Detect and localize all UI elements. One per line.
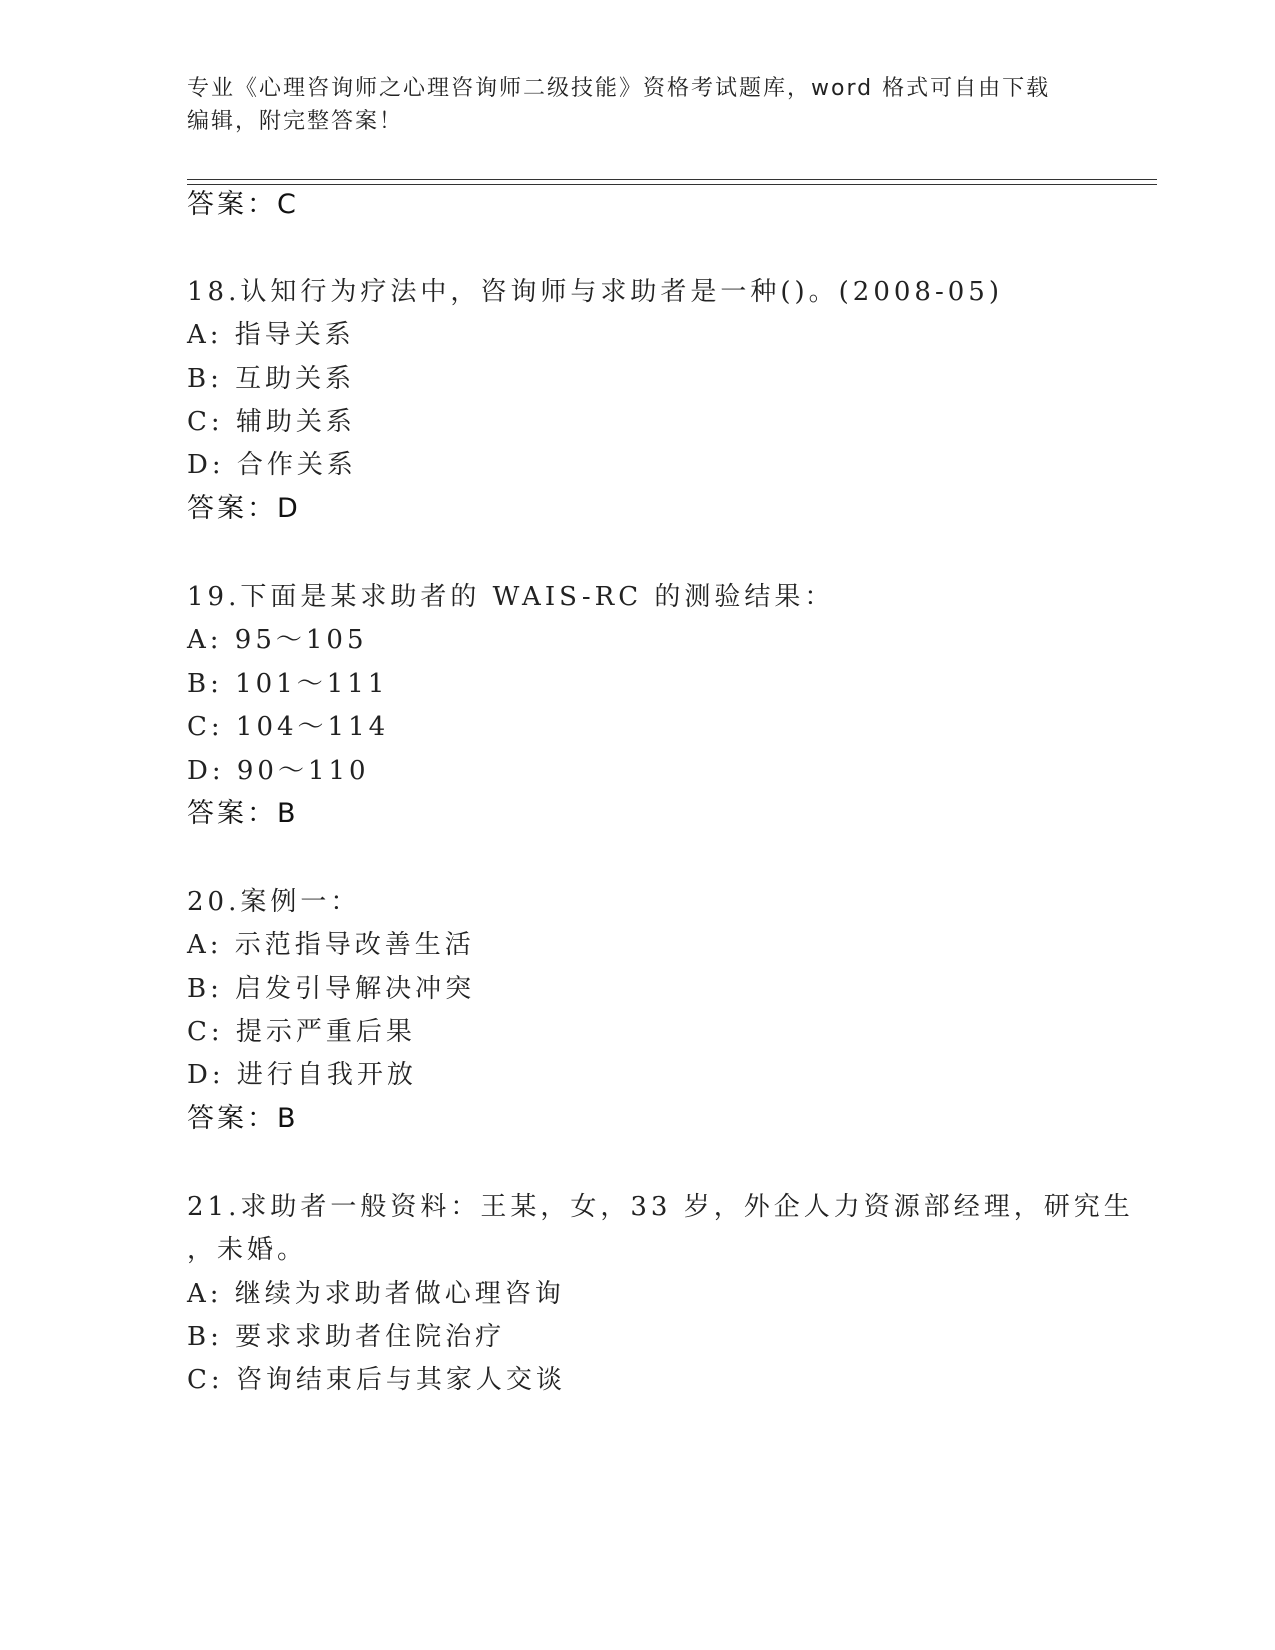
document-header — [187, 72, 1087, 138]
option-b: B: 启发引导解决冲突 — [187, 974, 476, 1004]
option-b: B: 互助关系 — [187, 364, 356, 394]
answer-label: 答案：B — [187, 1103, 299, 1134]
option-b: B: 要求求助者住院治疗 — [187, 1322, 506, 1352]
question-stem: 18.认知行为疗法中，咨询师与求助者是一种()。(2008-05) — [187, 277, 1003, 307]
option-d: D: 合作关系 — [187, 450, 357, 480]
question-stem: 21.求助者一般资料：王某，女，33 岁，外企人力资源部经理，研究生 — [187, 1192, 1134, 1222]
option-d: D: 90～110 — [187, 756, 370, 786]
option-c: C: 提示严重后果 — [187, 1017, 416, 1047]
question-stem-continuation: ，未婚。 — [187, 1235, 308, 1265]
option-b: B: 101～111 — [187, 669, 389, 699]
answer-label: 答案：D — [187, 493, 301, 524]
header-divider-top — [187, 179, 1157, 180]
answer-label: 答案：B — [187, 798, 299, 829]
option-a: A: 95～105 — [187, 625, 368, 655]
option-c: C: 104～114 — [187, 712, 390, 742]
question-stem: 20.案例一： — [187, 887, 361, 917]
header-line-1: 专业《心理咨询师之心理咨询师二级技能》资格考试题库，word 格式可自由下载 — [187, 76, 1051, 101]
option-a: A: 继续为求助者做心理咨询 — [187, 1279, 565, 1309]
option-a: A: 指导关系 — [187, 320, 355, 350]
option-d: D: 进行自我开放 — [187, 1060, 417, 1090]
header-divider-bottom — [187, 184, 1157, 185]
option-c: C: 咨询结束后与其家人交谈 — [187, 1365, 566, 1395]
answer-label: 答案：C — [187, 189, 299, 220]
option-c: C: 辅助关系 — [187, 407, 356, 437]
option-a: A: 示范指导改善生活 — [187, 930, 475, 960]
header-line-2: 编辑，附完整答案！ — [187, 109, 404, 134]
question-stem: 19.下面是某求助者的 WAIS-RC 的测验结果： — [187, 582, 835, 612]
